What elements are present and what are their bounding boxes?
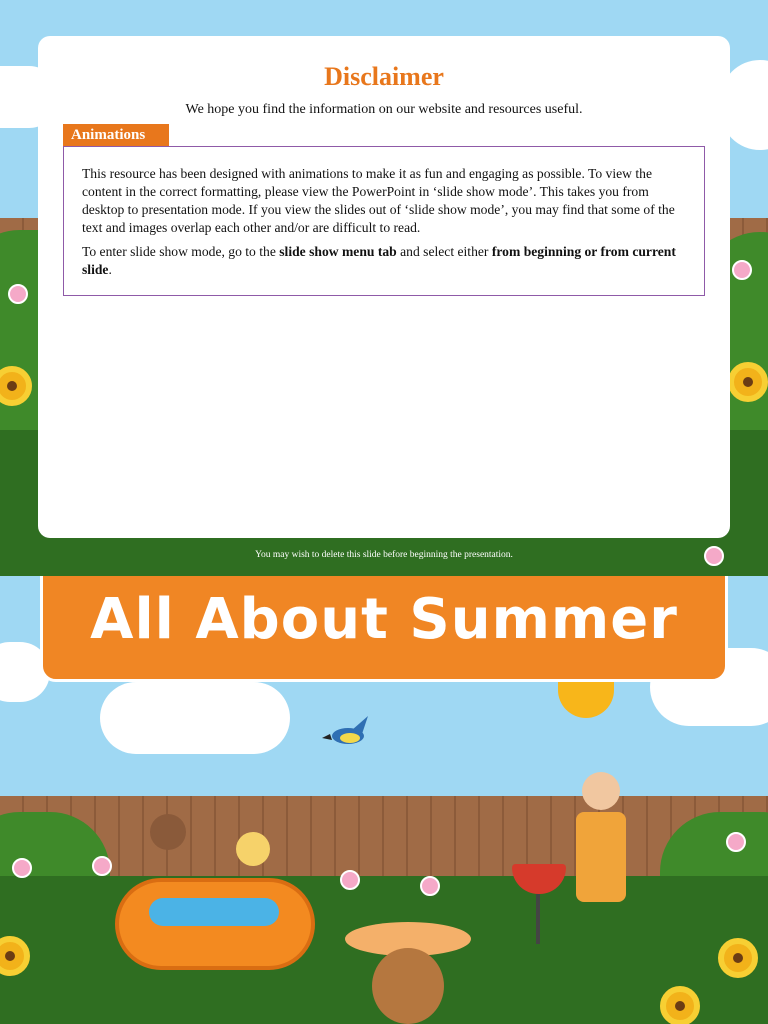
sunflower-icon (660, 986, 700, 1024)
slide-title: All About Summer (90, 587, 678, 652)
flower-icon (92, 856, 112, 876)
title-slide (0, 576, 768, 1024)
flower-icon (420, 876, 440, 896)
girl-character (372, 948, 444, 1024)
flower-icon (8, 284, 28, 304)
child-character (150, 814, 186, 850)
page-title: Disclaimer (324, 62, 444, 91)
bird-icon (322, 716, 378, 748)
pool-water (149, 898, 279, 926)
paddling-pool (115, 878, 315, 970)
start-options-emphasis: from beginning or from current slide (82, 244, 676, 277)
intro-text: We hope you find the information on our website and resources useful. (185, 102, 583, 117)
menu-tab-emphasis: slide show menu tab (279, 244, 397, 259)
sunflower-icon (718, 938, 758, 978)
flower-icon (12, 858, 32, 878)
apron (576, 812, 626, 902)
animations-tab: Animations (63, 124, 169, 146)
animations-paragraph: This resource has been designed with animations to make it as fun and engaging as possible. To view the content in the correct formatting, please view the PowerPoint in ‘slide show mode’. This takes you from desktop to presentation mode. If you view the slides out of ‘slide show mode’, you may find that some of the text and images overlap each other and/or are difficult to read. (82, 166, 675, 235)
instruction-text: and select either (396, 244, 492, 259)
adult-character (582, 772, 620, 810)
instruction-text: . (108, 262, 112, 277)
slideshow-instructions (82, 243, 688, 279)
instruction-text: To enter slide show mode, go to the (82, 244, 280, 259)
flower-icon (340, 870, 360, 890)
sunflower-icon (728, 362, 768, 402)
child-character (236, 832, 270, 866)
footer-note: You may wish to delete this slide before beginning the presentation. (255, 550, 513, 560)
disclaimer-card (38, 36, 730, 538)
title-banner (40, 576, 728, 682)
animations-info-box (63, 146, 705, 296)
cloud (100, 682, 290, 754)
flower-icon (726, 832, 746, 852)
flower-icon (732, 260, 752, 280)
